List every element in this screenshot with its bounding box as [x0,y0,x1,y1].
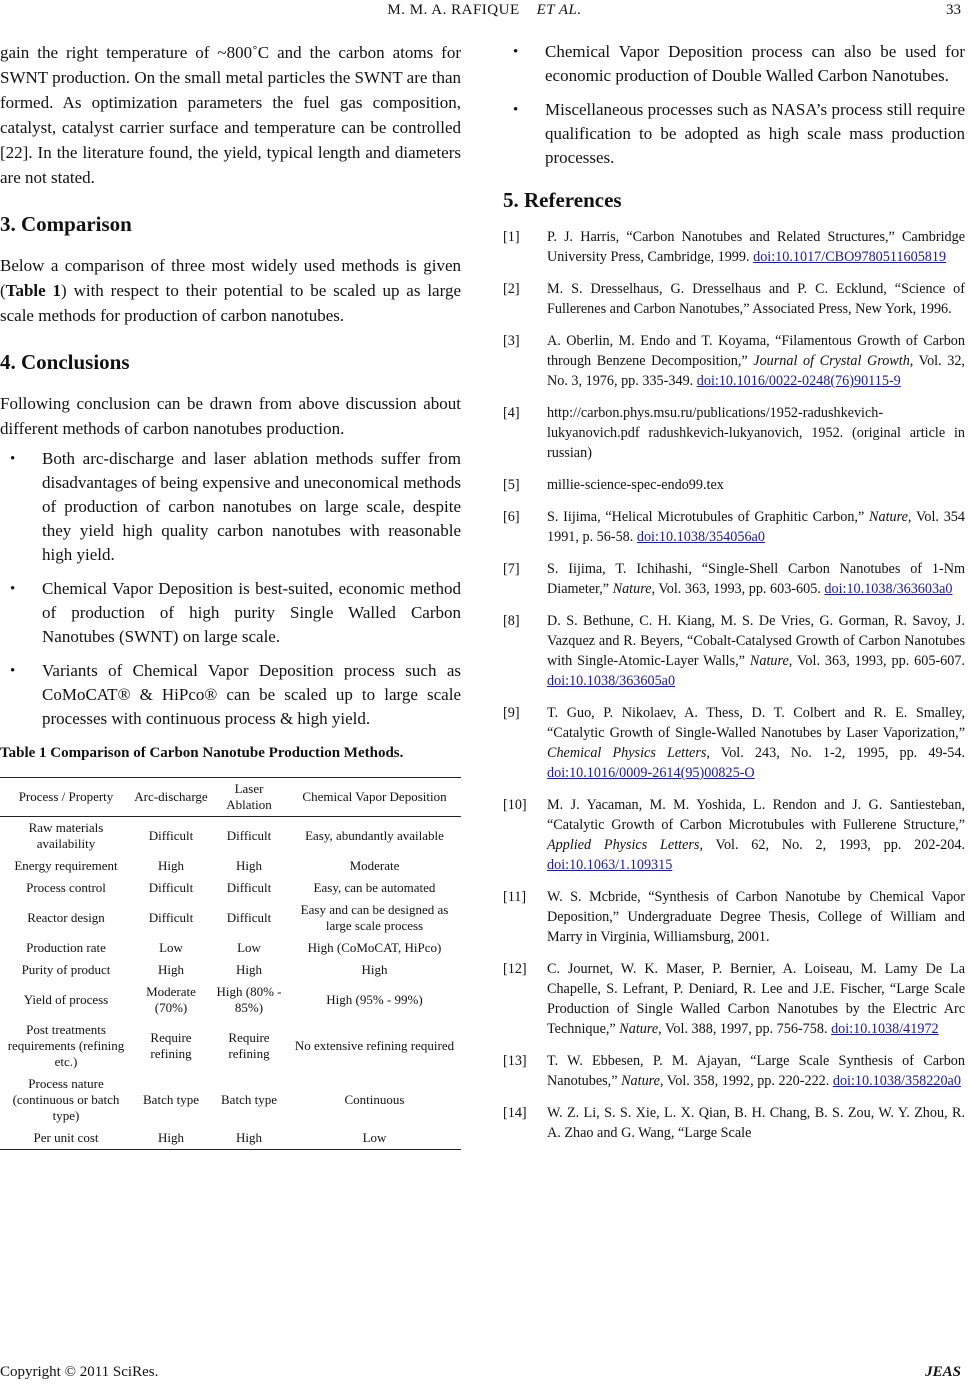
header-title [0,2,969,19]
reference-item [503,795,965,875]
table-cell: Continuous [344,1092,405,1107]
reference-number: [8] [503,613,520,629]
reference-item [503,611,965,691]
header-authors: M. M. A. RAFIQUE [387,2,520,18]
table-header-cell: Chemical Vapor Deposition [288,778,461,817]
reference-details: , Vol. 358, 1992, pp. 220-222. [659,1073,833,1089]
table-cell: High [236,858,262,873]
table-cell: Post treatments requirements (refining etc.) [7,1022,125,1069]
header-et-al: ET AL. [536,2,582,18]
reference-number: [9] [503,705,520,721]
reference-item [503,331,965,391]
reference-number: [14] [503,1105,527,1121]
reference-number: [5] [503,477,520,493]
reference-text: C. Journet, W. K. Maser, P. Bernier, A. Loiseau, M. Lamy De La Chapelle, S. Lefrant, P. Deniard, R. Lee and J.E. Fischer, “Large Scale Production of Single Walled Carbon Nanotubes by the Electric Arc Technique,” [547,961,965,1037]
table-cell: Raw materials availability [28,820,104,851]
doi-link[interactable]: doi:10.1038/363605a0 [547,673,676,689]
reference-number: [13] [503,1053,527,1069]
table-cell: Purity of product [21,962,111,977]
table-row [0,1127,461,1150]
section-4-heading: 4. Conclusions [0,350,130,374]
table-header-cell: Arc-discharge [132,778,210,817]
table-header-row [0,778,461,817]
reference-text: T. Guo, P. Nikolaev, A. Thess, D. T. Colbert and R. E. Smalley, “Catalytic Growth of Single-Walled Nanotubes by Laser Vaporization,” [547,705,965,741]
table-row [0,899,461,937]
table-row [0,959,461,981]
table-cell: High [158,962,184,977]
table-cell: Energy requirement [14,858,118,873]
conclusion-item: • Chemical Vapor Deposition is best-suited, economic method of production of high purity Single Walled Carbon Nanotubes (SWNT) on large scale. [0,577,461,649]
table-cell: Difficult [226,880,272,895]
reference-item [503,507,965,547]
table-row [0,937,461,959]
page-number: 33 [946,2,961,18]
reference-text: M. S. Dresselhaus, G. Dresselhaus and P. C. Ecklund, “Science of Fullerenes and Carbon Nanotubes,” Associated Press, New York, 1996. [547,281,965,317]
reference-journal: Nature [612,581,652,597]
reference-number: [11] [503,889,527,905]
reference-item [503,887,965,947]
reference-number: [3] [503,333,520,349]
table-header-cell: Laser Ablation [210,778,288,817]
table-cell: Difficult [226,828,272,843]
table-cell: Low [237,940,261,955]
reference-details: , Vol. 354 1991, p. 56-58. [547,509,965,545]
table-row [0,981,461,1019]
doi-link[interactable]: doi:10.1038/41972 [831,1021,939,1037]
reference-item [503,959,965,1039]
reference-item [503,403,965,463]
reference-journal: Nature [619,1021,659,1037]
table-cell: Process control [26,880,106,895]
left-column [0,40,461,1150]
doi-link[interactable]: doi:10.1038/354056a0 [636,529,765,545]
table-row [0,855,461,877]
section-5-heading: 5. References [503,188,622,212]
table-cell: Batch type [143,1092,199,1107]
reference-item [503,475,965,495]
table-cell: Require refining [228,1030,270,1061]
copyright-notice: Copyright © 2011 SciRes. [0,1364,159,1380]
table-cell: Easy, abundantly available [305,828,444,843]
table-1-reference[interactable]: Table 1 [5,281,62,300]
table-cell: Moderate [349,858,400,873]
reference-item [503,559,965,599]
table-cell: High (80% - 85%) [216,984,282,1015]
reference-text: P. J. Harris, “Carbon Nanotubes and Related Structures,” Cambridge University Press, Cambridge, 1999. [547,229,965,265]
table-cell: Difficult [148,828,194,843]
journal-abbreviation: JEAS [925,1364,961,1380]
reference-text: W. S. Mcbride, “Synthesis of Carbon Nanotube by Chemical Vapor Deposition,” Undergraduate Degree Thesis, College of William and Marry in Virginia, Williamsburg, 2001. [547,889,965,945]
table-cell: High [210,1127,288,1150]
reference-number: [10] [503,797,527,813]
reference-text: millie-science-spec-endo99.tex [547,477,724,493]
section-3-text-after: ) with respect to their potential to be scaled up as large scale methods for production of carbon nanotubes. [0,281,461,325]
reference-journal: Nature [621,1073,660,1089]
table-cell: Easy, can be automated [313,880,436,895]
table-cell: High [132,1127,210,1150]
reference-item [503,703,965,783]
reference-item [503,227,965,267]
reference-number: [4] [503,405,520,421]
doi-link[interactable]: doi:10.1063/1.109315 [547,857,673,873]
section-3-heading: 3. Comparison [0,212,132,236]
reference-details: , Vol. 243, No. 1-2, 1995, pp. 49-54. [706,745,966,761]
reference-text: M. J. Yacaman, M. M. Yoshida, L. Rendon and J. G. Santiesteban, “Catalytic Growth of Carbon Microtubules with Fullerene Structure,” [547,797,965,833]
reference-text: S. Iijima, T. Ichihashi, “Single-Shell Carbon Nanotubes of 1-Nm Diameter,” [547,561,965,597]
table-cell: High [158,858,184,873]
reference-details: , Vol. 388, 1997, pp. 756-758. [658,1021,832,1037]
table-cell: Process nature (continuous or batch type) [12,1076,120,1123]
reference-text: T. W. Ebbesen, P. M. Ajayan, “Large Scale Synthesis of Carbon Nanotubes,” [547,1053,965,1089]
table-cell: Yield of process [23,992,109,1007]
table-row [0,817,461,856]
reference-details: , Vol. 363, 1993, pp. 605-607. [788,653,966,669]
table-cell: Reactor design [27,910,105,925]
reference-text: A. Oberlin, M. Endo and T. Koyama, “Filamentous Growth of Carbon through Benzene Decomposition,” [547,333,965,369]
doi-link[interactable]: doi:10.1038/363603a0 [824,581,953,597]
doi-link[interactable]: doi:10.1038/358220a0 [832,1073,961,1089]
reference-text: S. Iijima, “Helical Microtubules of Graphitic Carbon,” [547,509,870,525]
reference-list [503,227,965,1143]
running-header [0,0,969,24]
table-cell: Production rate [26,940,106,955]
conclusion-item: • Miscellaneous processes such as NASA’s process still require qualification to be adopted as high scale mass production processes. [503,98,965,170]
comparison-table [0,777,461,1150]
reference-item [503,1103,965,1143]
doi-link[interactable]: doi:10.1017/CBO9780511605819 [753,249,947,265]
reference-number: [6] [503,509,520,525]
reference-journal: Journal of Crystal Growth [753,353,910,369]
table-cell: Require refining [150,1030,192,1061]
table-cell: Difficult [148,910,194,925]
table-cell: No extensive refining required [294,1038,455,1053]
table-cell: Difficult [148,880,194,895]
conclusion-list [0,447,461,731]
reference-details: , Vol. 62, No. 2, 1993, pp. 202-204. [699,837,965,853]
reference-text: D. S. Bethune, C. H. Kiang, M. S. De Vries, G. Gorman, R. Savoy, J. Vazquez and R. Beyers, “Cobalt-Catalysed Growth of Carbon Nanotubes with Single-Atomic-Layer Walls,” [547,613,965,669]
conclusion-item: • Both arc-discharge and laser ablation methods suffer from disadvantages of being expensive and uneconomical methods of production of carbon nanotubes on large scale, despite they yield high quality carbon nanotubes with reasonable high yield. [0,447,461,567]
table-cell: Per unit cost [0,1127,132,1150]
reference-item [503,279,965,319]
table-row [0,1073,461,1127]
table-row [0,877,461,899]
table-row [0,1019,461,1073]
reference-number: [12] [503,961,527,977]
reference-journal: Nature [749,653,789,669]
reference-item [503,1051,965,1091]
table-cell: Low [159,940,183,955]
reference-text: http://carbon.phys.msu.ru/publications/1952-radushkevich-lukyanovich.pdf radushkevich-lukyanovich, 1952. (original article in russian) [547,405,965,461]
reference-details: , Vol. 363, 1993, pp. 603-605. [651,581,825,597]
section-4-paragraph: Following conclusion can be drawn from above discussion about different methods of carbon nanotubes production. [0,394,461,438]
doi-link[interactable]: doi:10.1016/0022-0248(76)90115-9 [696,373,901,389]
table-cell: Moderate (70%) [146,984,196,1015]
section-3-text-before: Below a comparison of three most widely used methods is given ( [0,256,461,300]
table-cell: Easy and can be designed as large scale process [300,902,449,933]
intro-paragraph: gain the right temperature of ~800˚C and the carbon atoms for SWNT production. On the small metal particles the SWNT are than formed. As optimization parameters the fuel gas composition, catalyst, catalyst carrier surface and temperature can be controlled [22]. In the literature found, the yield, typical length and diameters are not stated. [0,43,461,187]
table-header-cell: Process / Property [0,778,132,817]
table-cell: High [361,962,388,977]
reference-journal: Applied Physics Letters [547,837,700,853]
table-cell: Low [288,1127,461,1150]
reference-journal: Nature [869,509,908,525]
reference-details: , Vol. 32, No. 3, 1976, pp. 335-349. [547,353,965,389]
table-cell: Batch type [221,1092,277,1107]
conclusion-list-continued [503,40,965,170]
table-cell: High [236,962,262,977]
table-caption: Table 1 Comparison of Carbon Nanotube Production Methods. [0,745,404,761]
section-3-paragraph [0,253,461,328]
doi-link[interactable]: doi:10.1016/0009-2614(95)00825-O [547,765,755,781]
right-column [503,40,965,1155]
conclusion-item: • Variants of Chemical Vapor Deposition process such as CoMoCAT® & HiPco® can be scaled up to large scale processes with continuous process & high yield. [0,659,461,731]
running-footer [0,1364,969,1386]
conclusion-item: • Chemical Vapor Deposition process can also be used for economic production of Double Walled Carbon Nanotubes. [503,40,965,88]
table-cell: Difficult [226,910,272,925]
table-cell: High (CoMoCAT, HiPco) [307,940,442,955]
reference-number: [1] [503,229,520,245]
reference-text: W. Z. Li, S. S. Xie, L. X. Qian, B. H. Chang, B. S. Zou, W. Y. Zhou, R. A. Zhao and G. Wang, “Large Scale [547,1105,965,1141]
reference-number: [7] [503,561,520,577]
reference-journal: Chemical Physics Letters [547,745,707,761]
table-cell: High (95% - 99%) [326,992,423,1007]
reference-number: [2] [503,281,520,297]
